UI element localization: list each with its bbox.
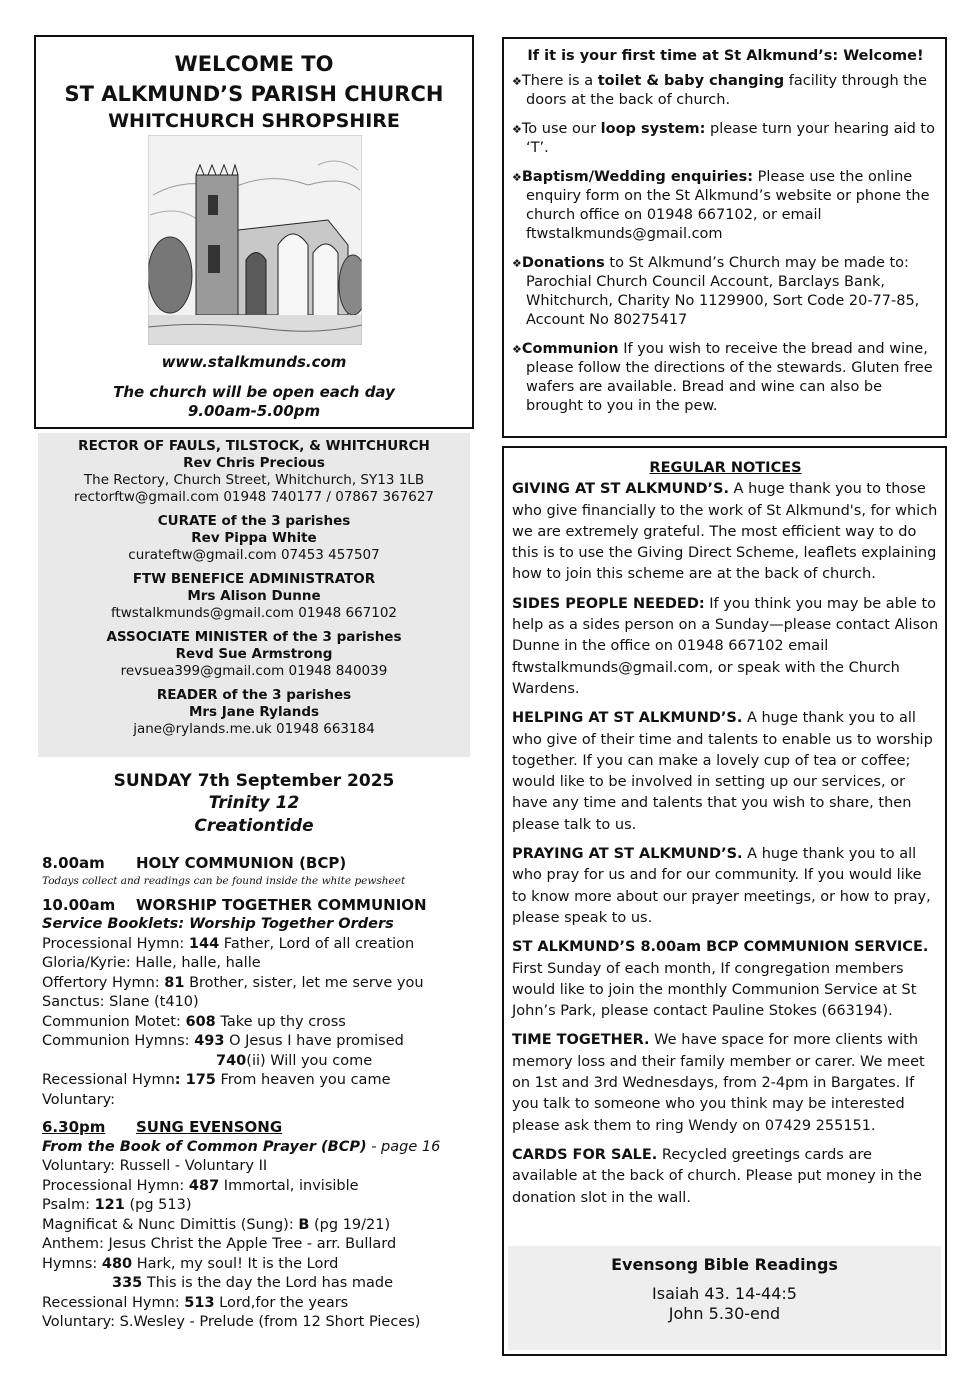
opening-hours-line-2: 9.00am-5.00pm bbox=[187, 402, 321, 420]
staff-name: Mrs Jane Rylands bbox=[188, 704, 320, 720]
notice-giving: GIVING AT ST ALKMUND’S. A huge thank you to those who give financially to the work of St Alkmund's, for which we are extremely grateful. The most efficient way to do this is to use the Giving Direct Scheme, leaflets explaining how to join this scheme are at the back of church. bbox=[512, 481, 938, 583]
regular-notices-box bbox=[502, 446, 947, 1356]
service-book: From the Book of Common Prayer (BCP) - page 16 bbox=[42, 1138, 441, 1155]
order-line: Processional Hymn: 487 Immortal, invisible bbox=[42, 1177, 359, 1194]
staff-entry-associate-minister bbox=[38, 629, 470, 680]
staff-entry-rector bbox=[38, 438, 470, 506]
order-line: Psalm: 121 (pg 513) bbox=[42, 1197, 192, 1213]
staff-role: RECTOR OF FAULS, TILSTOCK, & WHITCHURCH bbox=[78, 438, 430, 454]
first-time-box bbox=[502, 37, 947, 438]
service-title: WORSHIP TOGETHER COMMUNION bbox=[136, 895, 427, 914]
staff-contact: ftwstalkmunds@gmail.com 01948 667102 bbox=[110, 605, 398, 621]
staff-role: FTW BENEFICE ADMINISTRATOR bbox=[132, 571, 376, 587]
order-line: Recessional Hymn: 175 From heaven you came bbox=[42, 1072, 391, 1088]
first-time-item-communion: ❖Communion If you wish to receive the bread and wine, please follow the directions of the stewards. Gluten free wafers are available. Bread and wine can also be brought to you in the pew. bbox=[512, 341, 933, 414]
order-line: Voluntary: bbox=[42, 1091, 116, 1108]
staff-role: CURATE of the 3 parishes bbox=[157, 513, 351, 529]
order-line: Gloria/Kyrie: Halle, halle, halle bbox=[42, 955, 261, 971]
order-line: Anthem: Jesus Christ the Apple Tree - arr. Bullard bbox=[42, 1236, 397, 1252]
first-time-item-toilet: ❖There is a toilet & baby changing facility through the doors at the back of church. bbox=[512, 73, 928, 108]
service-note: Todays collect and readings can be found inside the white pewsheet bbox=[42, 874, 406, 887]
order-line: Recessional Hymn: 513 Lord,for the years bbox=[42, 1294, 349, 1311]
staff-entry-reader bbox=[38, 687, 470, 738]
notice-cards-for-sale: CARDS FOR SALE. Recycled greetings cards are available at the back of church. Please put money in the donation slot in the wall. bbox=[512, 1146, 922, 1206]
order-line: Hymns: 480 Hark, my soul! It is the Lord bbox=[42, 1255, 339, 1272]
service-heading-evensong bbox=[42, 1118, 474, 1138]
order-line: Processional Hymn: 144 Father, Lord of all creation bbox=[42, 935, 415, 952]
service-time: 10.00am bbox=[42, 895, 116, 914]
first-time-item-donations: ❖Donations to St Alkmund’s Church may be made to: Parochial Church Council Account, Barclays Bank, Whitchurch, Charity No 1129900, Sort Code 20-77-85, Account No 80275417 bbox=[512, 255, 920, 328]
staff-role: READER of the 3 parishes bbox=[156, 687, 352, 703]
service-date: SUNDAY 7th September 2025 bbox=[113, 771, 395, 791]
opening-hours-line-1: The church will be open each day bbox=[113, 383, 395, 401]
order-line: Voluntary: S.Wesley - Prelude (from 12 Short Pieces) bbox=[42, 1314, 421, 1330]
service-title: SUNG EVENSONG bbox=[136, 1118, 283, 1136]
staff-role: ASSOCIATE MINISTER of the 3 parishes bbox=[106, 629, 402, 645]
order-line: Communion Motet: 608 Take up thy cross bbox=[42, 1013, 346, 1030]
staff-contact: curateftw@gmail.com 07453 457507 bbox=[128, 547, 380, 563]
order-line: 335 This is the day the Lord has made bbox=[112, 1275, 394, 1291]
service-time: 6.30pm bbox=[42, 1118, 106, 1136]
staff-entry-curate bbox=[38, 513, 470, 564]
order-line: Magnificat & Nunc Dimittis (Sung): B (pg 19/21) bbox=[42, 1216, 391, 1233]
order-line: Communion Hymns: 493 O Jesus I have promised bbox=[42, 1033, 404, 1049]
reading-1: Isaiah 43. 14-44:5 bbox=[652, 1284, 797, 1303]
church-location: WHITCHURCH SHROPSHIRE bbox=[108, 110, 400, 132]
notice-sides-people: SIDES PEOPLE NEEDED: If you think you may be able to help as a sides person on a Sunday—please contact Alison Dunne in the office on 01948 667102 email ftwstalkmunds@gmail.com, or speak with the Church Wardens. bbox=[512, 595, 939, 697]
bullet-icon: ❖ bbox=[512, 75, 522, 88]
welcome-line-1: WELCOME TO bbox=[174, 52, 334, 76]
staff-name: Revd Sue Armstrong bbox=[175, 646, 333, 662]
church-sketch-image bbox=[148, 135, 362, 345]
staff-entry-administrator bbox=[38, 571, 470, 622]
service-heading-8am bbox=[42, 854, 474, 874]
website-link[interactable]: www.stalkmunds.com bbox=[161, 353, 347, 371]
first-time-heading: If it is your first time at St Alkmund’s: Welcome! bbox=[527, 48, 924, 64]
welcome-box bbox=[34, 35, 474, 429]
liturgical-season: Creationtide bbox=[194, 816, 314, 836]
service-heading-10am bbox=[42, 896, 474, 916]
notice-bcp-communion: ST ALKMUND’S 8.00am BCP COMMUNION SERVICE. First Sunday of each month, If congregation members would like to join the monthly Communion Service at St John’s Park, please contact Pauline Stokes (663194). bbox=[512, 939, 929, 1020]
services-list bbox=[42, 854, 474, 1333]
order-line: 740(ii) Will you come bbox=[216, 1052, 373, 1069]
notices-heading: REGULAR NOTICES bbox=[649, 460, 802, 476]
order-line: Offertory Hymn: 81 Brother, sister, let me serve you bbox=[42, 974, 424, 991]
readings-heading: Evensong Bible Readings bbox=[611, 1255, 838, 1274]
bullet-icon: ❖ bbox=[512, 343, 522, 356]
staff-name: Rev Chris Precious bbox=[183, 455, 325, 471]
evensong-readings bbox=[508, 1246, 941, 1350]
bullet-icon: ❖ bbox=[512, 171, 522, 184]
notice-helping: HELPING AT ST ALKMUND’S. A huge thank you to all who give of their time and talents to enable us to worship together. If you can make a lovely cup of tea or coffee; would like to be involved in setting up our services, or have any time and talents that you wish to share, then please talk to us. bbox=[512, 710, 933, 833]
bullet-icon: ❖ bbox=[512, 257, 522, 270]
church-name: ST ALKMUND’S PARISH CHURCH bbox=[64, 82, 444, 106]
notice-praying: PRAYING AT ST ALKMUND’S. A huge thank you to all who pray for us and for our community. If you would like to know more about our prayer meetings, or how to pray, please speak to us. bbox=[512, 846, 931, 926]
order-line: Sanctus: Slane (t410) bbox=[42, 994, 199, 1010]
staff-contact: revsuea399@gmail.com 01948 840039 bbox=[120, 663, 388, 679]
staff-contacts bbox=[38, 433, 470, 757]
reading-2: John 5.30-end bbox=[668, 1304, 781, 1323]
order-line: Voluntary: Russell - Voluntary II bbox=[42, 1158, 268, 1174]
bullet-icon: ❖ bbox=[512, 123, 522, 136]
staff-address: The Rectory, Church Street, Whitchurch, SY13 1LB bbox=[83, 472, 425, 488]
notice-time-together: TIME TOGETHER. We have space for more clients with memory loss and their family member or carer. We meet on 1st and 3rd Wednesdays, from 2-4pm in Bargates. If you talk to someone who you think may be interested please ask them to ring Wendy on 07429 255151. bbox=[512, 1032, 925, 1134]
service-title: HOLY COMMUNION (BCP) bbox=[136, 854, 347, 872]
opening-hours bbox=[36, 383, 472, 421]
sunday-header bbox=[34, 770, 474, 838]
staff-name: Mrs Alison Dunne bbox=[187, 588, 321, 604]
staff-contact: jane@rylands.me.uk 01948 663184 bbox=[133, 721, 375, 737]
service-booklets: Service Booklets: Worship Together Orders bbox=[42, 916, 394, 932]
service-time: 8.00am bbox=[42, 854, 105, 872]
staff-contact: rectorftw@gmail.com 01948 740177 / 07867 367627 bbox=[73, 489, 435, 505]
first-time-item-loop: ❖To use our loop system: please turn your hearing aid to ‘T’. bbox=[512, 121, 935, 156]
staff-name: Rev Pippa White bbox=[191, 530, 317, 546]
liturgical-day: Trinity 12 bbox=[208, 793, 300, 813]
first-time-item-baptism: ❖Baptism/Wedding enquiries: Please use the online enquiry form on the St Alkmund’s website or phone the church office on 01948 667102, or email ftwstalkmunds@gmail.com bbox=[512, 169, 930, 242]
